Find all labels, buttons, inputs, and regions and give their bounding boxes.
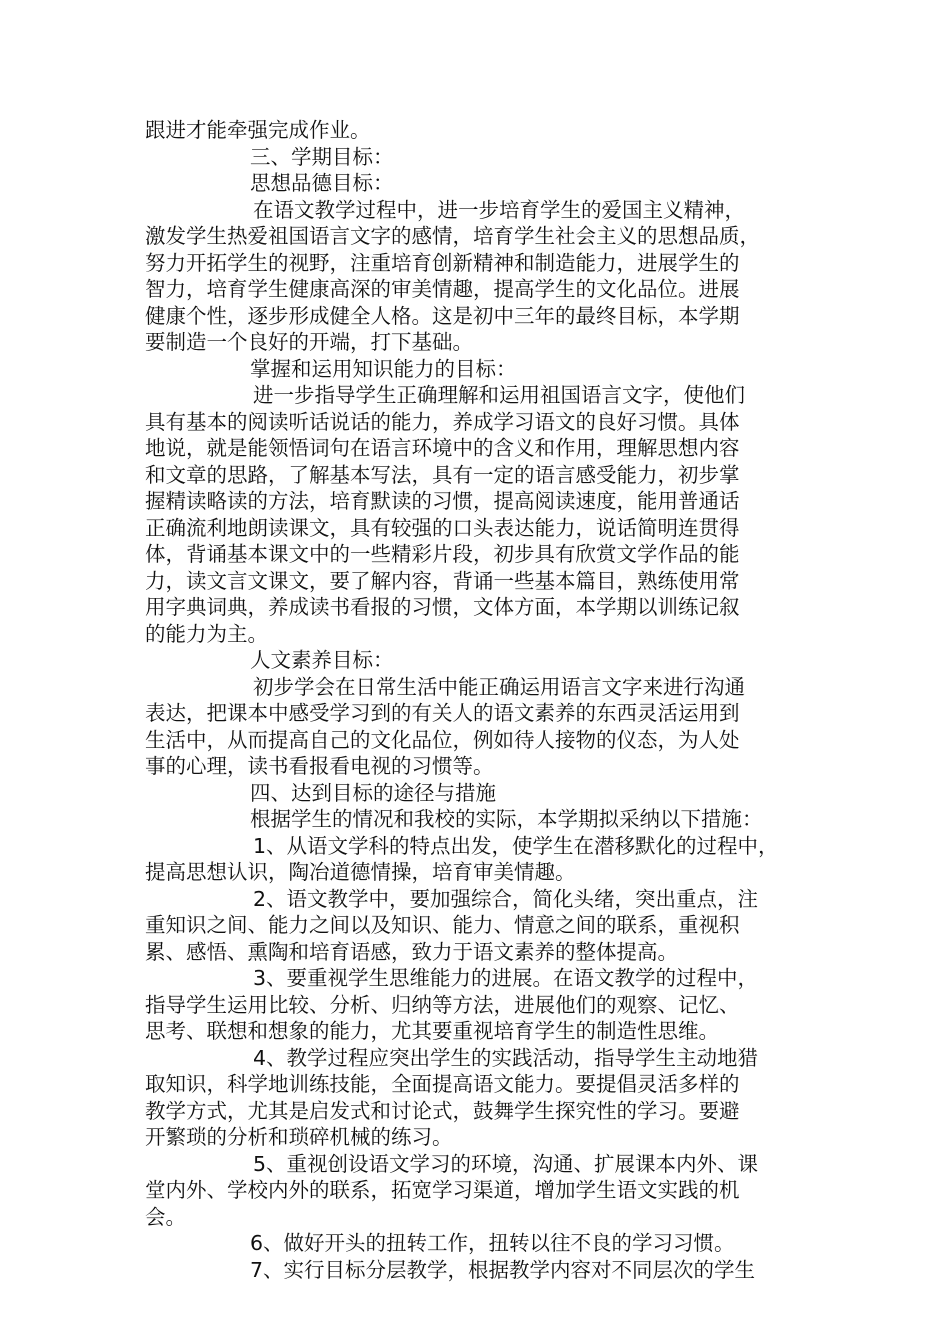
text-line: 累、感悟、熏陶和培育语感，致力于语文素养的整体提高。 [145,939,678,964]
text-line: 6、做好开头的扭转工作，扭转以往不良的学习习惯。 [250,1231,735,1255]
document-body [145,117,810,1283]
text-line: 3、要重视学生思维能力的进展。在语文教学的过程中， [253,966,759,990]
text-line: 的能力为主。 [145,621,268,646]
text-line: 5、重视创设语文学习的环境，沟通、扩展课本内外、课 [253,1151,759,1176]
text-line: 堂内外、学校内外的联系，拓宽学习渠道，增加学生语文实践的机 [145,1178,740,1202]
text-line: 进一步指导学生正确理解和运用祖国语言文字，使他们 [253,383,745,407]
text-line: 生活中，从而提高自己的文化品位，例如待人接物的仪态，为人处 [145,727,740,752]
text-line: 跟进才能牵强完成作业。 [145,118,371,142]
text-line: 在语文教学过程中，进一步培育学生的爱国主义精神， [253,197,745,222]
text-line: 思考、联想和想象的能力，尤其要重视培育学生的制造性思维。 [145,1019,719,1043]
text-line: 指导学生运用比较、分析、归纳等方法，进展他们的观察、记忆、 [145,992,740,1017]
text-line: 提高思想认识，陶冶道德情操，培育审美情趣。 [145,860,576,884]
text-line: 初步学会在日常生活中能正确运用语言文字来进行沟通 [253,674,745,699]
text-line: 健康个性，逐步形成健全人格。这是初中三年的最终目标，本学期 [145,303,740,328]
text-line: 握精读略读的方法，培育默读的习惯，提高阅读速度，能用普通话 [145,489,740,513]
text-line: 事的心理，读书看报看电视的习惯等。 [145,754,494,778]
text-line: 会。 [145,1204,186,1229]
text-line: 地说，就是能领悟词句在语言环境中的含义和作用，理解思想内容 [145,436,740,460]
text-line: 掌握和运用知识能力的目标： [250,356,517,381]
text-line: 重知识之间、能力之间以及知识、能力、情意之间的联系，重视积 [145,913,740,937]
text-line: 具有基本的阅读听话说话的能力，养成学习语文的良好习惯。具体 [145,409,740,434]
text-line: 体，背诵基本课文中的一些精彩片段，初步具有欣赏文学作品的能 [145,542,740,566]
text-line: 根据学生的情况和我校的实际，本学期拟采纳以下措施： [250,807,763,831]
text-line: 正确流利地朗读课文，具有较强的口头表达能力，说话简明连贯得 [145,515,740,540]
text-line: 努力开拓学生的视野，注重培育创新精神和制造能力，进展学生的 [145,250,740,275]
text-line: 力，读文言文课文，要了解内容，背诵一些基本篇目，熟练使用常 [145,568,740,593]
text-line: 要制造一个良好的开端，打下基础。 [145,330,473,354]
text-line: 4、教学过程应突出学生的实践活动，指导学生主动地猎 [253,1045,759,1070]
text-line: 教学方式，尤其是启发式和讨论式，鼓舞学生探究性的学习。要避 [145,1098,740,1123]
text-line: 和文章的思路，了解基本写法，具有一定的语言感受能力，初步掌 [145,462,740,487]
text-line: 三、学期目标： [250,144,394,169]
text-line: 四、达到目标的途径与措施 [250,780,496,805]
text-line: 人文素养目标： [250,648,394,672]
text-line: 智力，培育学生健康高深的审美情趣，提高学生的文化品位。进展 [145,277,740,301]
text-line: 1、从语文学科的特点出发，使学生在潜移默化的过程中， [253,833,779,858]
text-line: 思想品德目标： [250,171,394,195]
text-line: 用字典词典，养成读书看报的习惯，文体方面，本学期以训练记叙 [145,595,740,619]
text-line: 7、实行目标分层教学，根据教学内容对不同层次的学生 [250,1257,756,1282]
text-line: 2、语文教学中，要加强综合，简化头绪，突出重点，注 [253,886,759,911]
text-line: 开繁琐的分析和琐碎机械的练习。 [145,1125,453,1149]
text-line: 表达，把课本中感受学习到的有关人的语文素养的东西灵活运用到 [145,701,740,725]
text-line: 激发学生热爱祖国语言文字的感情，培育学生社会主义的思想品质， [145,224,760,248]
text-line: 取知识，科学地训练技能，全面提高语文能力。要提倡灵活多样的 [145,1072,740,1096]
